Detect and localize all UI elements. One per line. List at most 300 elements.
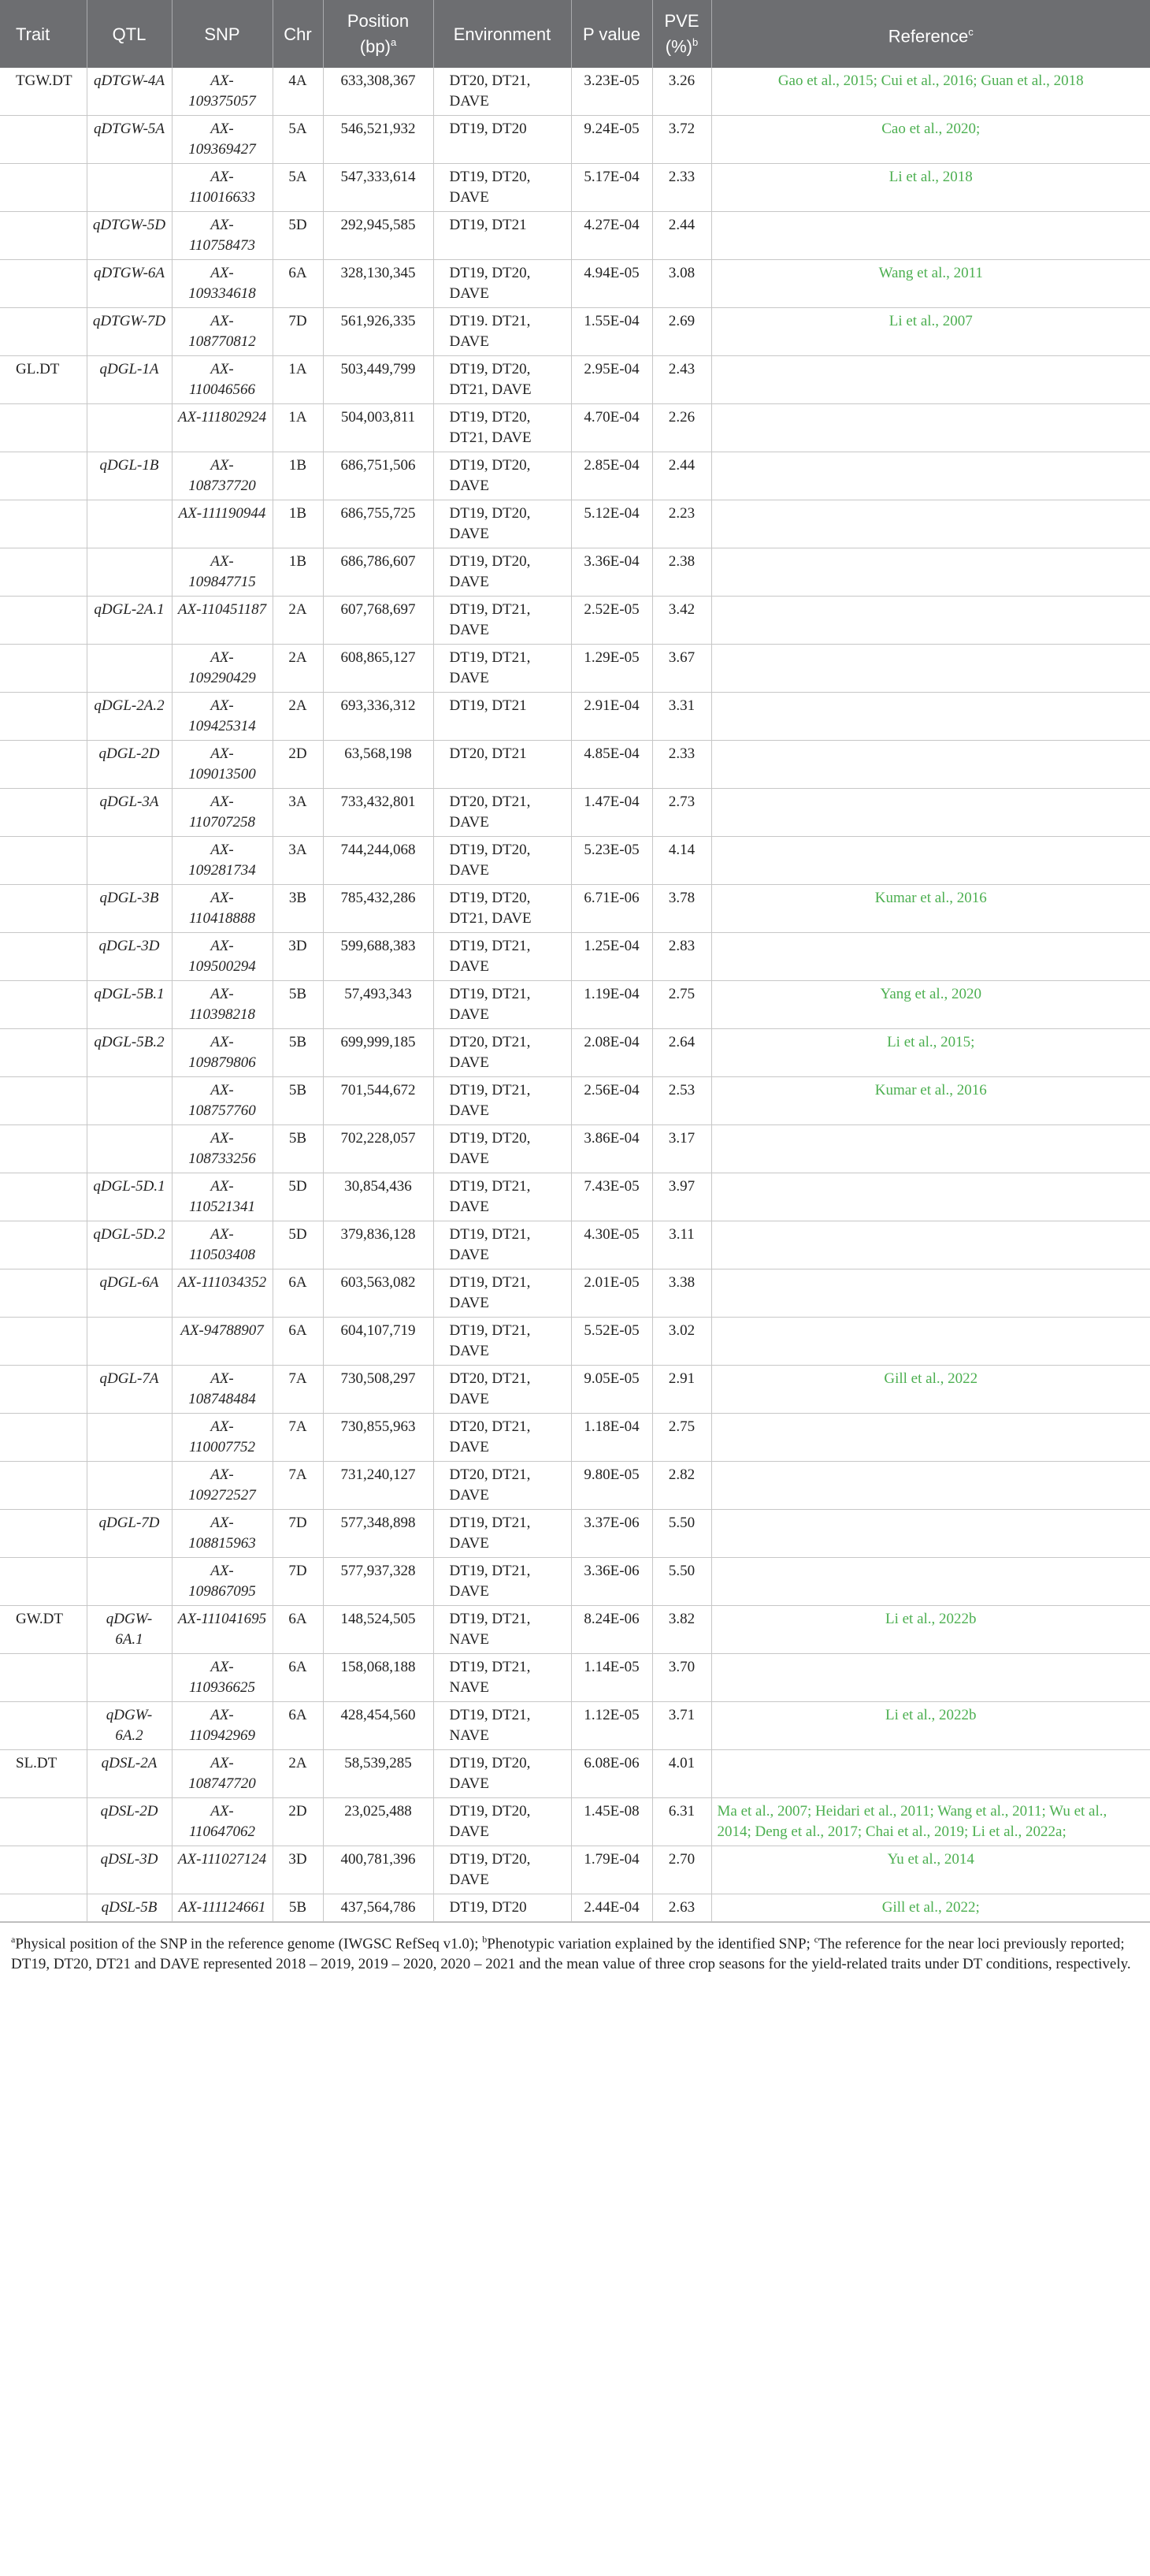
cell-chr: 3D <box>273 933 323 981</box>
cell-trait: SL.DT <box>0 1750 87 1798</box>
cell-pvalue: 4.27E-04 <box>571 212 652 260</box>
table-row <box>0 837 1150 885</box>
cell-environment: DT20, DT21, DAVE <box>433 1414 571 1462</box>
cell-environment: DT19, DT20 <box>433 116 571 164</box>
cell-pve: 6.31 <box>652 1798 711 1846</box>
cell-chr: 6A <box>273 1606 323 1654</box>
cell-environment: DT19, DT20, DAVE <box>433 1798 571 1846</box>
table-row <box>0 548 1150 597</box>
cell-position: 58,539,285 <box>323 1750 433 1798</box>
cell-reference[interactable]: Li et al., 2022b <box>711 1606 1150 1654</box>
cell-snp: AX-109500294 <box>172 933 273 981</box>
cell-position: 577,937,328 <box>323 1558 433 1606</box>
cell-reference <box>711 548 1150 597</box>
header-snp: SNP <box>172 0 273 68</box>
cell-pve: 3.82 <box>652 1606 711 1654</box>
cell-position: 599,688,383 <box>323 933 433 981</box>
cell-qtl <box>87 1077 172 1125</box>
cell-pvalue: 3.86E-04 <box>571 1125 652 1173</box>
table-row <box>0 212 1150 260</box>
table-row <box>0 1750 1150 1798</box>
cell-environment: DT19, DT20, DT21, DAVE <box>433 404 571 452</box>
cell-pvalue: 1.55E-04 <box>571 308 652 356</box>
table-row <box>0 452 1150 500</box>
cell-snp: AX-109334618 <box>172 260 273 308</box>
cell-pvalue: 4.30E-05 <box>571 1221 652 1269</box>
cell-reference[interactable]: Kumar et al., 2016 <box>711 885 1150 933</box>
cell-trait <box>0 1894 87 1922</box>
cell-reference[interactable]: Li et al., 2007 <box>711 308 1150 356</box>
cell-position: 702,228,057 <box>323 1125 433 1173</box>
cell-trait <box>0 260 87 308</box>
cell-pvalue: 4.94E-05 <box>571 260 652 308</box>
cell-qtl: qDGL-1B <box>87 452 172 500</box>
cell-pvalue: 1.18E-04 <box>571 1414 652 1462</box>
cell-position: 699,999,185 <box>323 1029 433 1077</box>
cell-pve: 3.97 <box>652 1173 711 1221</box>
cell-environment: DT19, DT20, DAVE <box>433 1750 571 1798</box>
cell-snp: AX-110046566 <box>172 356 273 404</box>
cell-environment: DT19, DT20 <box>433 1894 571 1922</box>
cell-snp: AX-110007752 <box>172 1414 273 1462</box>
table-row <box>0 885 1150 933</box>
cell-pve: 2.43 <box>652 356 711 404</box>
cell-snp: AX-110398218 <box>172 981 273 1029</box>
cell-pvalue: 1.14E-05 <box>571 1654 652 1702</box>
cell-position: 561,926,335 <box>323 308 433 356</box>
cell-snp: AX-109425314 <box>172 693 273 741</box>
cell-environment: DT19, DT20, DAVE <box>433 260 571 308</box>
cell-reference <box>711 1462 1150 1510</box>
cell-qtl: qDSL-2A <box>87 1750 172 1798</box>
cell-environment: DT20, DT21, DAVE <box>433 1029 571 1077</box>
cell-snp: AX-109290429 <box>172 645 273 693</box>
cell-qtl: qDGL-7A <box>87 1366 172 1414</box>
cell-qtl <box>87 1125 172 1173</box>
cell-position: 744,244,068 <box>323 837 433 885</box>
table-row <box>0 1558 1150 1606</box>
cell-environment: DT19, DT20, DAVE <box>433 500 571 548</box>
cell-pvalue: 1.47E-04 <box>571 789 652 837</box>
cell-qtl <box>87 1462 172 1510</box>
cell-trait <box>0 452 87 500</box>
cell-trait <box>0 837 87 885</box>
cell-environment: DT19, DT21 <box>433 693 571 741</box>
table-row <box>0 1894 1150 1922</box>
cell-pve: 3.78 <box>652 885 711 933</box>
cell-trait <box>0 1318 87 1366</box>
cell-trait <box>0 308 87 356</box>
cell-pve: 5.50 <box>652 1558 711 1606</box>
cell-environment: DT19, DT20, DAVE <box>433 548 571 597</box>
cell-trait <box>0 1173 87 1221</box>
cell-reference <box>711 1558 1150 1606</box>
cell-position: 63,568,198 <box>323 741 433 789</box>
table-row <box>0 1125 1150 1173</box>
cell-reference <box>711 1510 1150 1558</box>
cell-qtl: qDGL-2D <box>87 741 172 789</box>
cell-qtl: qDGL-5D.1 <box>87 1173 172 1221</box>
cell-pvalue: 5.52E-05 <box>571 1318 652 1366</box>
cell-environment: DT20, DT21, DAVE <box>433 1462 571 1510</box>
cell-snp: AX-111190944 <box>172 500 273 548</box>
cell-chr: 5B <box>273 981 323 1029</box>
cell-position: 633,308,367 <box>323 68 433 116</box>
cell-reference[interactable]: Ma et al., 2007; Heidari et al., 2011; Wang et al., 2011; Wu et al., 2014; Deng et al., 2017; Chai et al., 2019; Li et al., 2022a; <box>711 1798 1150 1846</box>
table-row <box>0 645 1150 693</box>
cell-reference[interactable]: Yu et al., 2014 <box>711 1846 1150 1894</box>
cell-qtl: qDGL-7D <box>87 1510 172 1558</box>
cell-reference[interactable]: Li et al., 2015; <box>711 1029 1150 1077</box>
cell-pve: 2.44 <box>652 452 711 500</box>
cell-qtl <box>87 1558 172 1606</box>
cell-pve: 3.70 <box>652 1654 711 1702</box>
cell-position: 701,544,672 <box>323 1077 433 1125</box>
cell-position: 428,454,560 <box>323 1702 433 1750</box>
cell-chr: 3B <box>273 885 323 933</box>
cell-qtl <box>87 164 172 212</box>
cell-environment: DT19, DT21, DAVE <box>433 1269 571 1318</box>
cell-snp: AX-110936625 <box>172 1654 273 1702</box>
cell-pvalue: 2.08E-04 <box>571 1029 652 1077</box>
cell-pve: 3.42 <box>652 597 711 645</box>
cell-chr: 2A <box>273 693 323 741</box>
cell-reference <box>711 356 1150 404</box>
cell-position: 328,130,345 <box>323 260 433 308</box>
header-reference: Reference$^c$ <box>711 0 1150 68</box>
cell-chr: 5D <box>273 212 323 260</box>
cell-chr: 5A <box>273 164 323 212</box>
cell-trait <box>0 597 87 645</box>
cell-qtl: qDSL-5B <box>87 1894 172 1922</box>
cell-chr: 5B <box>273 1029 323 1077</box>
cell-position: 686,751,506 <box>323 452 433 500</box>
cell-qtl <box>87 1414 172 1462</box>
cell-snp: AX-110942969 <box>172 1702 273 1750</box>
cell-chr: 6A <box>273 1318 323 1366</box>
table-row <box>0 1606 1150 1654</box>
cell-trait <box>0 500 87 548</box>
cell-snp: AX-108733256 <box>172 1125 273 1173</box>
cell-qtl: qDGL-5B.1 <box>87 981 172 1029</box>
cell-environment: DT20, DT21 <box>433 741 571 789</box>
table-row <box>0 1702 1150 1750</box>
cell-trait <box>0 1221 87 1269</box>
cell-reference[interactable]: Wang et al., 2011 <box>711 260 1150 308</box>
cell-reference <box>711 404 1150 452</box>
cell-qtl: qDTGW-4A <box>87 68 172 116</box>
cell-trait <box>0 1702 87 1750</box>
cell-pvalue: 5.23E-05 <box>571 837 652 885</box>
cell-snp: AX-108747720 <box>172 1750 273 1798</box>
cell-snp: AX-111124661 <box>172 1894 273 1922</box>
cell-chr: 7D <box>273 1558 323 1606</box>
cell-position: 546,521,932 <box>323 116 433 164</box>
cell-reference[interactable]: Li et al., 2018 <box>711 164 1150 212</box>
cell-chr: 5D <box>273 1173 323 1221</box>
cell-environment: DT19, DT20, DT21, DAVE <box>433 885 571 933</box>
cell-qtl: qDGL-3B <box>87 885 172 933</box>
cell-snp: AX-111027124 <box>172 1846 273 1894</box>
cell-pvalue: 4.70E-04 <box>571 404 652 452</box>
cell-reference <box>711 741 1150 789</box>
table-row <box>0 693 1150 741</box>
cell-trait <box>0 1269 87 1318</box>
table-row <box>0 789 1150 837</box>
cell-trait: GL.DT <box>0 356 87 404</box>
table-row <box>0 1173 1150 1221</box>
cell-pve: 3.17 <box>652 1125 711 1173</box>
cell-qtl <box>87 404 172 452</box>
cell-reference[interactable]: Kumar et al., 2016 <box>711 1077 1150 1125</box>
cell-qtl <box>87 500 172 548</box>
cell-trait <box>0 645 87 693</box>
cell-chr: 7A <box>273 1414 323 1462</box>
cell-pve: 2.23 <box>652 500 711 548</box>
cell-chr: 7D <box>273 1510 323 1558</box>
cell-chr: 6A <box>273 260 323 308</box>
cell-qtl: qDTGW-5A <box>87 116 172 164</box>
cell-reference[interactable]: Li et al., 2022b <box>711 1702 1150 1750</box>
cell-snp: AX-109281734 <box>172 837 273 885</box>
cell-reference <box>711 837 1150 885</box>
cell-environment: DT19, DT20, DAVE <box>433 837 571 885</box>
cell-reference <box>711 933 1150 981</box>
cell-chr: 2D <box>273 741 323 789</box>
cell-chr: 1A <box>273 404 323 452</box>
cell-environment: DT19, DT21, DAVE <box>433 1510 571 1558</box>
cell-snp: AX-109375057 <box>172 68 273 116</box>
cell-pve: 3.71 <box>652 1702 711 1750</box>
cell-qtl <box>87 1654 172 1702</box>
cell-snp: AX-109867095 <box>172 1558 273 1606</box>
cell-snp: AX-110418888 <box>172 885 273 933</box>
cell-chr: 7A <box>273 1462 323 1510</box>
cell-pve: 2.75 <box>652 1414 711 1462</box>
cell-trait <box>0 1798 87 1846</box>
table-body <box>0 68 1150 1922</box>
cell-trait <box>0 1462 87 1510</box>
cell-reference[interactable]: Gao et al., 2015; Cui et al., 2016; Guan et al., 2018 <box>711 68 1150 116</box>
cell-chr: 1B <box>273 500 323 548</box>
cell-chr: 3A <box>273 789 323 837</box>
cell-reference <box>711 500 1150 548</box>
cell-pve: 4.01 <box>652 1750 711 1798</box>
table-row <box>0 1366 1150 1414</box>
table-row <box>0 1318 1150 1366</box>
cell-pve: 2.75 <box>652 981 711 1029</box>
cell-trait <box>0 548 87 597</box>
cell-chr: 6A <box>273 1654 323 1702</box>
table-row <box>0 308 1150 356</box>
cell-pvalue: 9.80E-05 <box>571 1462 652 1510</box>
cell-trait: GW.DT <box>0 1606 87 1654</box>
cell-qtl: qDGW-6A.1 <box>87 1606 172 1654</box>
cell-chr: 7A <box>273 1366 323 1414</box>
cell-pve: 2.44 <box>652 212 711 260</box>
cell-chr: 3D <box>273 1846 323 1894</box>
cell-chr: 6A <box>273 1269 323 1318</box>
cell-qtl: qDGL-3D <box>87 933 172 981</box>
cell-pve: 3.02 <box>652 1318 711 1366</box>
cell-reference[interactable]: Yang et al., 2020 <box>711 981 1150 1029</box>
cell-pve: 3.72 <box>652 116 711 164</box>
cell-qtl <box>87 645 172 693</box>
cell-pvalue: 7.43E-05 <box>571 1173 652 1221</box>
table-row <box>0 1029 1150 1077</box>
table-row <box>0 933 1150 981</box>
cell-position: 604,107,719 <box>323 1318 433 1366</box>
cell-environment: DT19, DT20, DAVE <box>433 164 571 212</box>
cell-pvalue: 2.52E-05 <box>571 597 652 645</box>
cell-reference <box>711 452 1150 500</box>
cell-chr: 2D <box>273 1798 323 1846</box>
cell-reference <box>711 693 1150 741</box>
cell-pve: 2.73 <box>652 789 711 837</box>
cell-position: 785,432,286 <box>323 885 433 933</box>
cell-trait <box>0 116 87 164</box>
cell-trait <box>0 1125 87 1173</box>
cell-environment: DT20, DT21, DAVE <box>433 1366 571 1414</box>
cell-chr: 1A <box>273 356 323 404</box>
cell-environment: DT19, DT20, DAVE <box>433 1846 571 1894</box>
cell-chr: 5B <box>273 1125 323 1173</box>
cell-pvalue: 9.24E-05 <box>571 116 652 164</box>
cell-pvalue: 5.12E-04 <box>571 500 652 548</box>
cell-position: 148,524,505 <box>323 1606 433 1654</box>
cell-qtl: qDGL-2A.1 <box>87 597 172 645</box>
cell-pvalue: 3.36E-04 <box>571 548 652 597</box>
cell-qtl: qDGL-1A <box>87 356 172 404</box>
cell-snp: AX-108737720 <box>172 452 273 500</box>
cell-chr: 2A <box>273 597 323 645</box>
header-pvalue: P value <box>571 0 652 68</box>
cell-pvalue: 2.44E-04 <box>571 1894 652 1922</box>
cell-snp: AX-110758473 <box>172 212 273 260</box>
cell-pve: 2.69 <box>652 308 711 356</box>
cell-reference <box>711 1414 1150 1462</box>
cell-snp: AX-111041695 <box>172 1606 273 1654</box>
cell-pvalue: 1.29E-05 <box>571 645 652 693</box>
cell-position: 547,333,614 <box>323 164 433 212</box>
cell-reference[interactable]: Cao et al., 2020; <box>711 116 1150 164</box>
table-row <box>0 404 1150 452</box>
cell-position: 379,836,128 <box>323 1221 433 1269</box>
cell-pve: 2.33 <box>652 741 711 789</box>
cell-environment: DT19, DT21, DAVE <box>433 1558 571 1606</box>
cell-pve: 3.11 <box>652 1221 711 1269</box>
cell-snp: AX-94788907 <box>172 1318 273 1366</box>
cell-pve: 3.31 <box>652 693 711 741</box>
cell-pvalue: 9.05E-05 <box>571 1366 652 1414</box>
cell-pve: 5.50 <box>652 1510 711 1558</box>
cell-environment: DT19, DT20, DAVE <box>433 1125 571 1173</box>
cell-position: 686,755,725 <box>323 500 433 548</box>
cell-reference <box>711 597 1150 645</box>
table-row <box>0 1221 1150 1269</box>
cell-position: 23,025,488 <box>323 1798 433 1846</box>
cell-environment: DT19, DT21, DAVE <box>433 1318 571 1366</box>
cell-position: 686,786,607 <box>323 548 433 597</box>
cell-environment: DT19, DT21, DAVE <box>433 933 571 981</box>
cell-trait <box>0 693 87 741</box>
table-row <box>0 356 1150 404</box>
cell-trait <box>0 404 87 452</box>
cell-environment: DT19, DT21, DAVE <box>433 1221 571 1269</box>
cell-environment: DT19, DT20, DAVE <box>433 452 571 500</box>
cell-position: 730,508,297 <box>323 1366 433 1414</box>
cell-reference <box>711 1318 1150 1366</box>
cell-snp: AX-110521341 <box>172 1173 273 1221</box>
cell-pvalue: 1.45E-08 <box>571 1798 652 1846</box>
cell-qtl: qDTGW-5D <box>87 212 172 260</box>
table-row <box>0 1654 1150 1702</box>
cell-pve: 3.67 <box>652 645 711 693</box>
table-row <box>0 1462 1150 1510</box>
cell-reference <box>711 645 1150 693</box>
cell-environment: DT19, DT21, NAVE <box>433 1702 571 1750</box>
table-row <box>0 597 1150 645</box>
table-row <box>0 1414 1150 1462</box>
cell-chr: 4A <box>273 68 323 116</box>
cell-reference <box>711 789 1150 837</box>
cell-reference[interactable]: Gill et al., 2022; <box>711 1894 1150 1922</box>
cell-environment: DT19, DT21, NAVE <box>433 1606 571 1654</box>
table-row <box>0 1269 1150 1318</box>
cell-pvalue: 1.12E-05 <box>571 1702 652 1750</box>
cell-reference <box>711 212 1150 260</box>
cell-qtl <box>87 1318 172 1366</box>
cell-pvalue: 4.85E-04 <box>571 741 652 789</box>
cell-chr: 5A <box>273 116 323 164</box>
table-row <box>0 741 1150 789</box>
table-footnote: $^a$Physical position of the SNP in the reference genome (IWGSC RefSeq v1.0); $^b$Phenotypic variation explained by the identified SNP; $^c$The reference for the near loci previously reported; DT19, DT20, DT21 and DAVE represented 2018 – 2019, 2019 – 2020, 2020 – 2021 and the mean value of three crop seasons for the yield-related traits under DT conditions, respectively. <box>0 1922 1150 1983</box>
header-pve: PVE (%)$^b$ <box>652 0 711 68</box>
cell-snp: AX-111034352 <box>172 1269 273 1318</box>
cell-pve: 2.83 <box>652 933 711 981</box>
cell-trait <box>0 741 87 789</box>
cell-trait <box>0 1510 87 1558</box>
cell-trait <box>0 1654 87 1702</box>
cell-position: 504,003,811 <box>323 404 433 452</box>
cell-snp: AX-109272527 <box>172 1462 273 1510</box>
header-environment: Environment <box>433 0 571 68</box>
cell-chr: 3A <box>273 837 323 885</box>
table-row <box>0 116 1150 164</box>
cell-snp: AX-108748484 <box>172 1366 273 1414</box>
cell-pve: 2.33 <box>652 164 711 212</box>
cell-environment: DT20, DT21, DAVE <box>433 68 571 116</box>
cell-chr: 7D <box>273 308 323 356</box>
cell-reference[interactable]: Gill et al., 2022 <box>711 1366 1150 1414</box>
cell-qtl: qDGL-2A.2 <box>87 693 172 741</box>
table-row <box>0 981 1150 1029</box>
cell-qtl <box>87 548 172 597</box>
cell-position: 731,240,127 <box>323 1462 433 1510</box>
cell-pve: 3.38 <box>652 1269 711 1318</box>
cell-trait <box>0 1366 87 1414</box>
table-row <box>0 164 1150 212</box>
cell-qtl: qDGL-5D.2 <box>87 1221 172 1269</box>
cell-pve: 2.63 <box>652 1894 711 1922</box>
cell-snp: AX-110647062 <box>172 1798 273 1846</box>
cell-pve: 2.26 <box>652 404 711 452</box>
cell-pvalue: 1.25E-04 <box>571 933 652 981</box>
header-qtl: QTL <box>87 0 172 68</box>
cell-pvalue: 1.19E-04 <box>571 981 652 1029</box>
cell-trait <box>0 212 87 260</box>
cell-position: 577,348,898 <box>323 1510 433 1558</box>
